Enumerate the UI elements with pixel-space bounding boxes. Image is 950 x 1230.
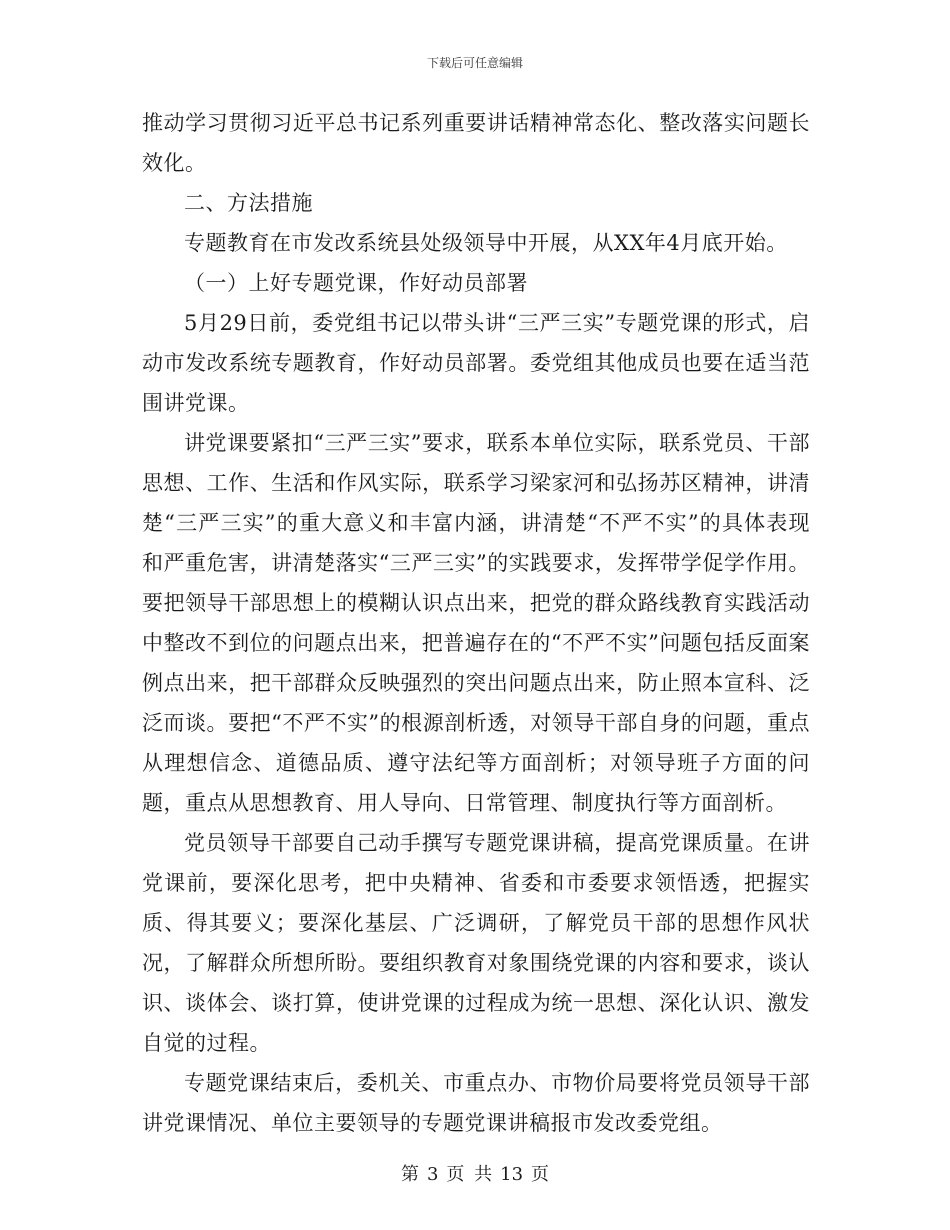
total-page-count: 13 bbox=[500, 1164, 524, 1185]
footer-middle: 页 共 bbox=[446, 1164, 493, 1185]
footer-suffix: 页 bbox=[531, 1164, 550, 1185]
footer-prefix: 第 bbox=[400, 1164, 419, 1185]
subsection-heading-1: （一）上好专题党课，作好动员部署 bbox=[184, 271, 528, 295]
paragraph-intro-continuation: 推动学习贯彻习近平总书记系列重要讲话精神常态化、整改落实问题长效化。 bbox=[142, 111, 810, 175]
current-page-number: 3 bbox=[426, 1164, 439, 1185]
paragraph-requirements: 讲党课要紧扣“三严三实”要求，联系本单位实际，联系党员、干部思想、工作、生活和作风实际，联系学习梁家河和弘扬苏区精神，讲清楚“三严三实”的重大意义和丰富内涵，讲清楚“不严不实”的具体表现和严重危害，讲清楚落实“三严三实”的实践要求，发挥带学促学作用。要把领导干部思想上的模糊认识点出来，把党的群众路线教育实践活动中整改不到位的问题点出来，把普遍存在的“不严不实”问题包括反面案例点出来，把干部群众反映强烈的突出问题点出来，防止照本宣科、泛泛而谈。要把“不严不实”的根源剖析透，对领导干部自身的问题，重点从理想信念、道德品质、遵守法纪等方面剖析；对领导班子方面的问题，重点从思想教育、用人导向、日常管理、制度执行等方面剖析。 bbox=[142, 431, 810, 815]
document-body bbox=[142, 103, 810, 1143]
section-heading-methods: 二、方法措施 bbox=[184, 191, 313, 215]
paragraph-reporting: 专题党课结束后，委机关、市重点办、市物价局要将党员领导干部讲党课情况、单位主要领导的专题党课讲稿报市发改委党组。 bbox=[142, 1071, 810, 1135]
paragraph-drafting: 党员领导干部要自己动手撰写专题党课讲稿，提高党课质量。在讲党课前，要深化思考，把中央精神、省委和市委要求领悟透，把握实质、得其要义；要深化基层、广泛调研，了解党员干部的思想作风状况，了解群众所想所盼。要组织教育对象围绕党课的内容和要求，谈认识、谈体会、谈打算，使讲党课的过程成为统一思想、深化认识、激发自觉的过程。 bbox=[142, 831, 810, 1055]
paragraph-scope: 专题教育在市发改系统县处级领导中开展，从XX年4月底开始。 bbox=[184, 231, 788, 255]
paragraph-deadline: 5月29日前，委党组书记以带头讲“三严三实”专题党课的形式，启动市发改系统专题教育，作好动员部署。委党组其他成员也要在适当范围讲党课。 bbox=[142, 311, 810, 415]
page-footer bbox=[0, 1160, 950, 1186]
page-header: 下载后可任意编辑 bbox=[426, 56, 523, 70]
